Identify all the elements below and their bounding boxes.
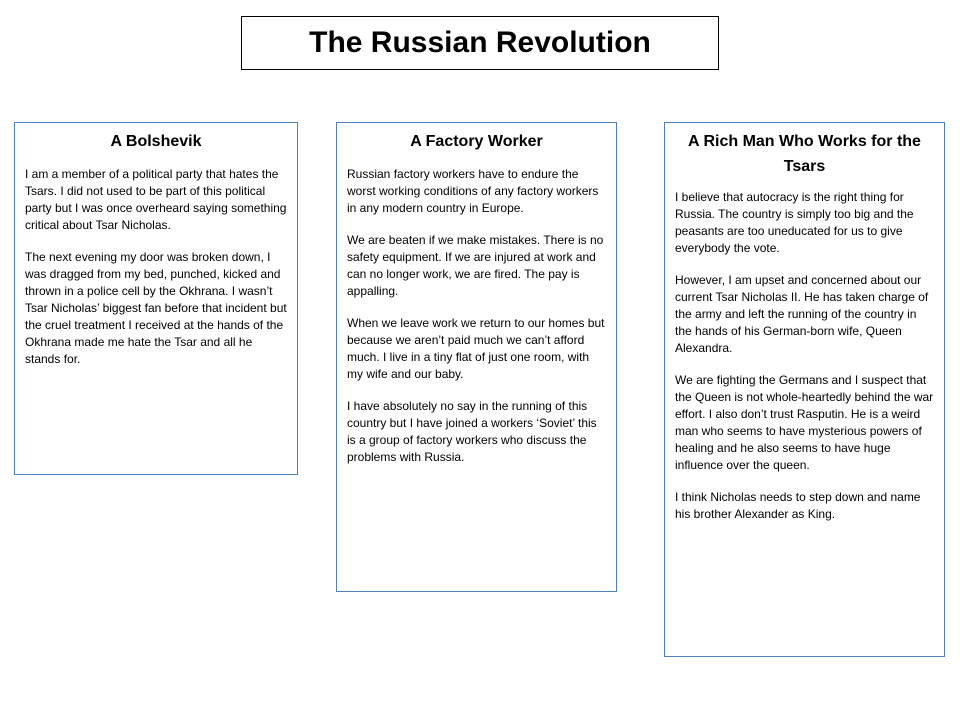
- card-paragraph: I have absolutely no say in the running of this country but I have joined a workers ‘Soviet’ this is a group of factory workers who discuss the problems with Russia.: [347, 399, 597, 464]
- card-rich-man: [664, 122, 945, 657]
- page-title: The Russian Revolution: [309, 26, 651, 59]
- card-factory-worker: [336, 122, 617, 592]
- card-paragraph: When we leave work we return to our homes but because we aren’t paid much we can’t afford much. I live in a tiny flat of just one room, with my wife and our baby.: [347, 316, 605, 381]
- card-paragraph: However, I am upset and concerned about our current Tsar Nicholas II. He has taken charge of the army and left the running of the country in the hands of his German-born wife, Queen Alexandra.: [675, 273, 929, 355]
- card-paragraph: I think Nicholas needs to step down and name his brother Alexander as King.: [675, 490, 921, 521]
- card-paragraph: Russian factory workers have to endure the worst working conditions of any factory workers in any modern country in Europe.: [347, 167, 599, 215]
- card-paragraph: I believe that autocracy is the right thing for Russia. The country is simply too big and the peasants are too uneducated for us to give everybody the vote.: [675, 190, 914, 255]
- card-bolshevik: [14, 122, 298, 475]
- card-paragraph: We are beaten if we make mistakes. There is no safety equipment. If we are injured at work and can no longer work, we are fired. The pay is appalling.: [347, 233, 604, 298]
- card-heading: A Factory Worker: [410, 133, 543, 150]
- card-heading: A Rich Man Who Works for the Tsars: [688, 133, 921, 175]
- card-paragraph: The next evening my door was broken down, I was dragged from my bed, punched, kicked and thrown in a police cell by the Okhrana. I wasn’t Tsar Nicholas’ biggest fan before that incident but the cruel treatment I received at the hands of the Okhrana made me hate the Tsar and all he stands for.: [25, 250, 287, 366]
- card-paragraph: I am a member of a political party that hates the Tsars. I did not used to be part of this political party but I was once overheard saying something critical about Tsar Nicholas.: [25, 167, 287, 232]
- card-heading: A Bolshevik: [110, 133, 202, 150]
- card-paragraph: We are fighting the Germans and I suspect that the Queen is not whole-heartedly behind the war effort. I also don’t trust Rasputin. He is a weird man who seems to have mysterious powers of healing and he also seems to have huge influence over the queen.: [675, 373, 934, 472]
- title-box: [241, 16, 719, 70]
